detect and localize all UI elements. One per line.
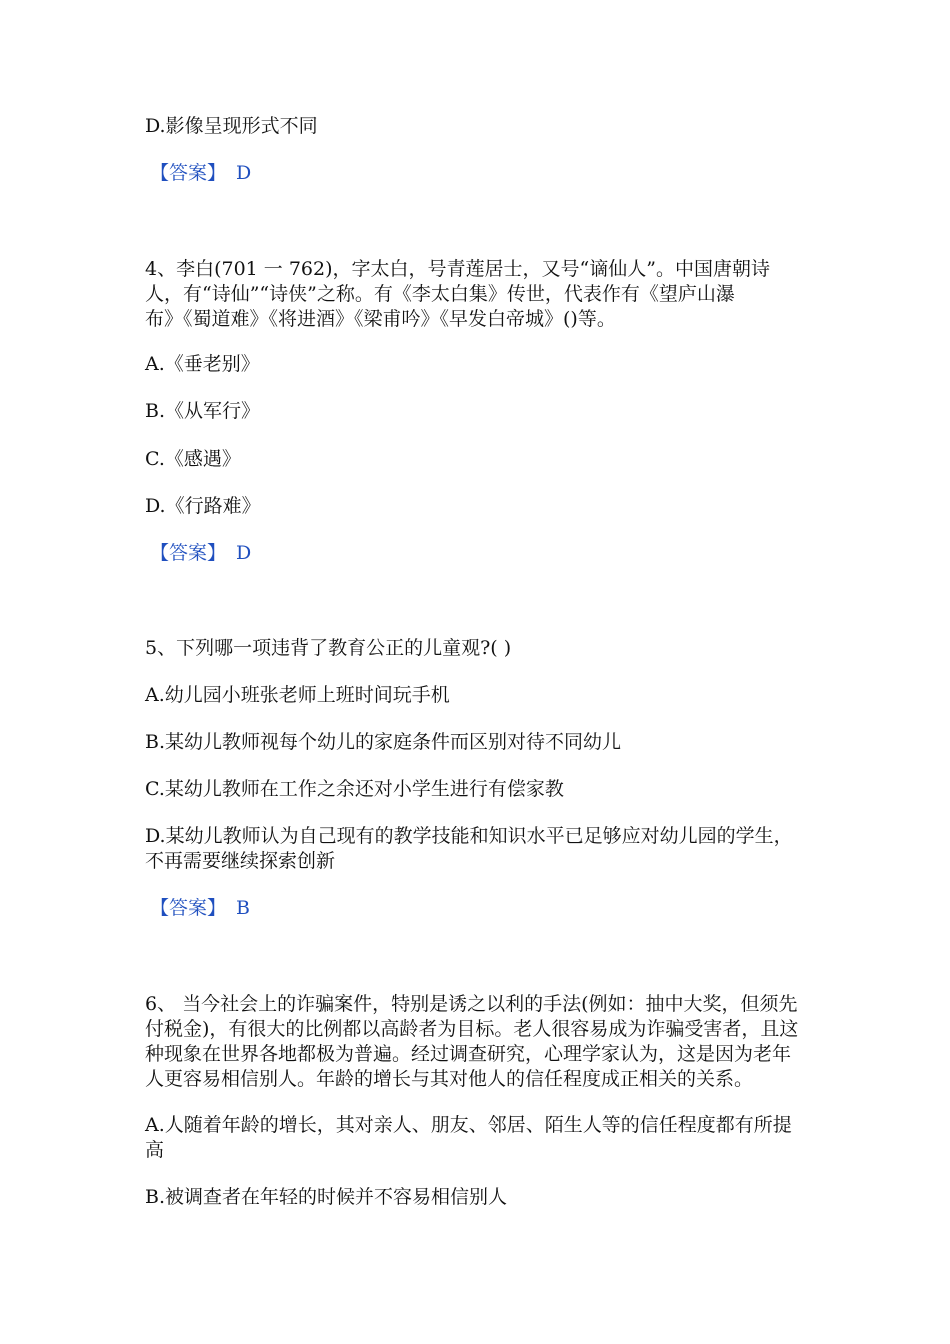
- answer-label: 【答案】: [150, 897, 227, 919]
- q4-stem-line-1: 4、李白(701 一 762)，字太白，号青莲居士，又号“谪仙人”。中国唐朝诗: [145, 258, 770, 280]
- q4-answer: [150, 541, 251, 565]
- answer-label: 【答案】: [150, 542, 227, 564]
- q6-stem-line-1: 6、 当今社会上的诈骗案件，特别是诱之以利的手法(例如：抽中大奖，但须先: [145, 993, 798, 1015]
- q6-stem-line-2: 付税金)，有很大的比例都以高龄者为目标。老人很容易成为诈骗受害者，且这: [145, 1018, 799, 1040]
- q6-option-a-line-2: 高: [145, 1139, 165, 1161]
- answer-value: D: [236, 542, 252, 564]
- q5-option-a: A.幼儿园小班张老师上班时间玩手机: [145, 684, 450, 706]
- q4-option-b: B.《从军行》: [145, 400, 261, 422]
- prev-answer: [150, 161, 251, 185]
- q4-stem-line-2: 人，有“诗仙”“诗侠”之称。有《李太白集》传世，代表作有《望庐山瀑: [145, 283, 735, 305]
- prev-option-d: D.影像呈现形式不同: [145, 115, 318, 137]
- q5-option-d-line-1: D.某幼儿教师认为自己现有的教学技能和知识水平已足够应对幼儿园的学生，: [145, 825, 793, 847]
- q6-stem-line-4: 人更容易相信别人。年龄的增长与其对他人的信任程度成正相关的关系。: [145, 1068, 754, 1090]
- answer-value: B: [236, 897, 250, 919]
- q5-option-c: C.某幼儿教师在工作之余还对小学生进行有偿家教: [145, 778, 564, 800]
- q4-option-c: C.《感遇》: [145, 448, 241, 470]
- answer-label: 【答案】: [150, 162, 227, 184]
- q4-option-d: D.《行路难》: [145, 495, 261, 517]
- q5-answer: [150, 896, 250, 920]
- q4-stem-line-3: 布》《蜀道难》《将进酒》《梁甫吟》《早发白帝城》()等。: [145, 308, 616, 330]
- q6-option-a-line-1: A.人随着年龄的增长，其对亲人、朋友、邻居、陌生人等的信任程度都有所提: [145, 1114, 792, 1136]
- q5-option-d-line-2: 不再需要继续探索创新: [145, 850, 336, 872]
- q5-stem: 5、下列哪一项违背了教育公正的儿童观?( ): [145, 637, 512, 659]
- q6-option-b: B.被调查者在年轻的时候并不容易相信别人: [145, 1186, 508, 1208]
- q6-stem-line-3: 种现象在世界各地都极为普遍。经过调查研究，心理学家认为，这是因为老年: [145, 1043, 792, 1065]
- q4-option-a: A.《垂老别》: [145, 353, 260, 375]
- answer-value: D: [236, 162, 252, 184]
- q5-option-b: B.某幼儿教师视每个幼儿的家庭条件而区别对待不同幼儿: [145, 731, 622, 753]
